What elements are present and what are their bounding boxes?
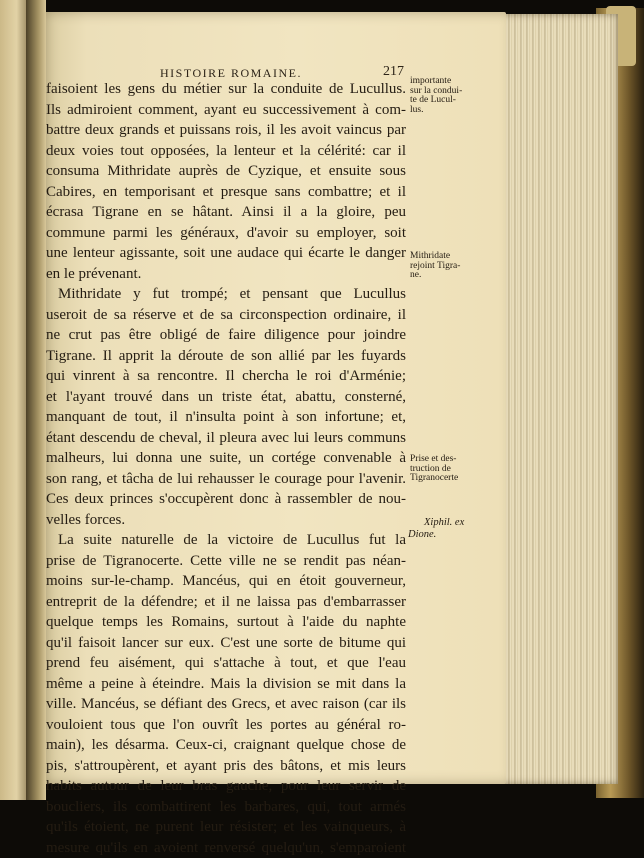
text-line: Mithridate y fut trompé; et pensant que Lucullus [46,284,406,305]
text-line: son rang, et tâcha de lui rehausser le courage pour l'avenir. [46,469,406,490]
margin-note-line: ne. [410,271,460,281]
paragraph-2 [46,284,406,530]
page-number: 217 [383,64,404,80]
margin-note-line: Tigranocerte [410,474,458,484]
margin-note-conduite [410,77,462,115]
text-line: La suite naturelle de la victoire de Lucullus fut la [46,530,406,551]
text-line: manquant de tout, il n'insulta point à son infortune; et, [46,407,406,428]
margin-note-line: Prise et des- [410,455,458,465]
text-line: ville. Mancéus, se défiant des Grecs, et avec raison (car ils [46,694,406,715]
text-line: velles forces. [46,510,406,531]
text-line: Ils admiroient comment, ayant eu successivement à com- [46,100,406,121]
text-line: quelque temps les Romains, surtout à l'aide du naphte [46,612,406,633]
margin-note-line: te de Lucul- [410,96,462,106]
text-line: et l'ayant trouvé dans un triste état, abattu, consterné, [46,387,406,408]
margin-note-line: rejoint Tigra- [410,262,460,272]
text-line: Tigrane. Il apprit la déroute de son allié par les fuyards [46,346,406,367]
text-line: faisoient les gens du métier sur la conduite de Lucullus. [46,79,406,100]
text-line: prend feu aisément, qui s'attache à tout, et que l'eau [46,653,406,674]
text-line: useroit de sa réserve et de sa circonspection ordinaire, il [46,305,406,326]
text-line: pis, s'attroupèrent, et ayant pris des bâtons, et mis leurs [46,756,406,777]
text-line: malheurs, lui donna une suite, un cortége convenable à [46,448,406,469]
text-line: étant descendu de cheval, il pleura avec lui leurs communs [46,428,406,449]
text-line: battre deux grands et puissans rois, il les avoit vaincus par [46,120,406,141]
text-line: qui vinrent à sa rencontre. Il chercha le roi d'Arménie; [46,366,406,387]
paragraph-1 [46,79,406,284]
margin-note-line: truction de [410,465,458,475]
text-line: Ces deux princes s'occupèrent donc à rassembler de nou- [46,489,406,510]
text-line: moins sur-le-champ. Mancéus, qui en étoit gouverneur, [46,571,406,592]
margin-note-line: importante [410,77,462,87]
margin-note-mithridate [410,252,460,281]
page-edges [500,14,618,784]
text-line: consuma Mithridate auprès de Cyzique, et ensuite sous [46,161,406,182]
text-line: habits autour de leur bras gauche, pour leur servir de [46,776,406,797]
margin-note-line: sur la condui- [410,87,462,97]
text-line: une lenteur agissante, soit une audace qui écarte le danger [46,243,406,264]
text-line: mesure qu'ils en avoient renversé quelqu'un, s'emparoient [46,838,406,858]
paragraph-3 [46,530,406,858]
text-line: entreprit de la défendre; et il ne laissa pas d'embarrasser [46,592,406,613]
text-line: même a peine à éteindre. Mais la division se mit dans la [46,674,406,695]
text-line: prise de Tigranocerte. Cette ville ne se rendit pas néan- [46,551,406,572]
margin-note-line: Mithridate [410,252,460,262]
margin-note-line: lus. [410,106,462,116]
margin-note-source [408,517,464,541]
page-body [46,79,406,858]
text-line: en le prévenant. [46,264,406,285]
margin-note-line: Xiphil. ex [408,517,464,529]
book-gutter [26,0,46,800]
text-line: ne crut pas être obligé de faire diligence pour joindre [46,325,406,346]
running-title: HISTOIRE ROMAINE. [160,66,302,81]
text-line: boucliers, ils combattirent les barbares, qui, tout armés [46,797,406,818]
text-line: vouloient tous que l'on ouvrît les portes au général ro- [46,715,406,736]
text-line: qu'il faisoit lancer sur eux. C'est une sorte de bitume qui [46,633,406,654]
text-line: Cabires, en temporisant et presque sans combattre; et il [46,182,406,203]
margin-note-tigranocerte [410,455,458,484]
text-line: écrasa Tigrane en se hâtant. Ainsi il a la gloire, peu [46,202,406,223]
text-line: commune parmi les généraux, d'avoir su employer, soit [46,223,406,244]
text-line: deux voies tout opposées, la lenteur et la célérité: car il [46,141,406,162]
text-line: main), les désarma. Ceux-ci, craignant quelque chose de [46,735,406,756]
margin-note-line: Dione. [408,529,464,541]
text-line: qu'ils étoient, ne purent leur résister; et les vainqueurs, à [46,817,406,838]
